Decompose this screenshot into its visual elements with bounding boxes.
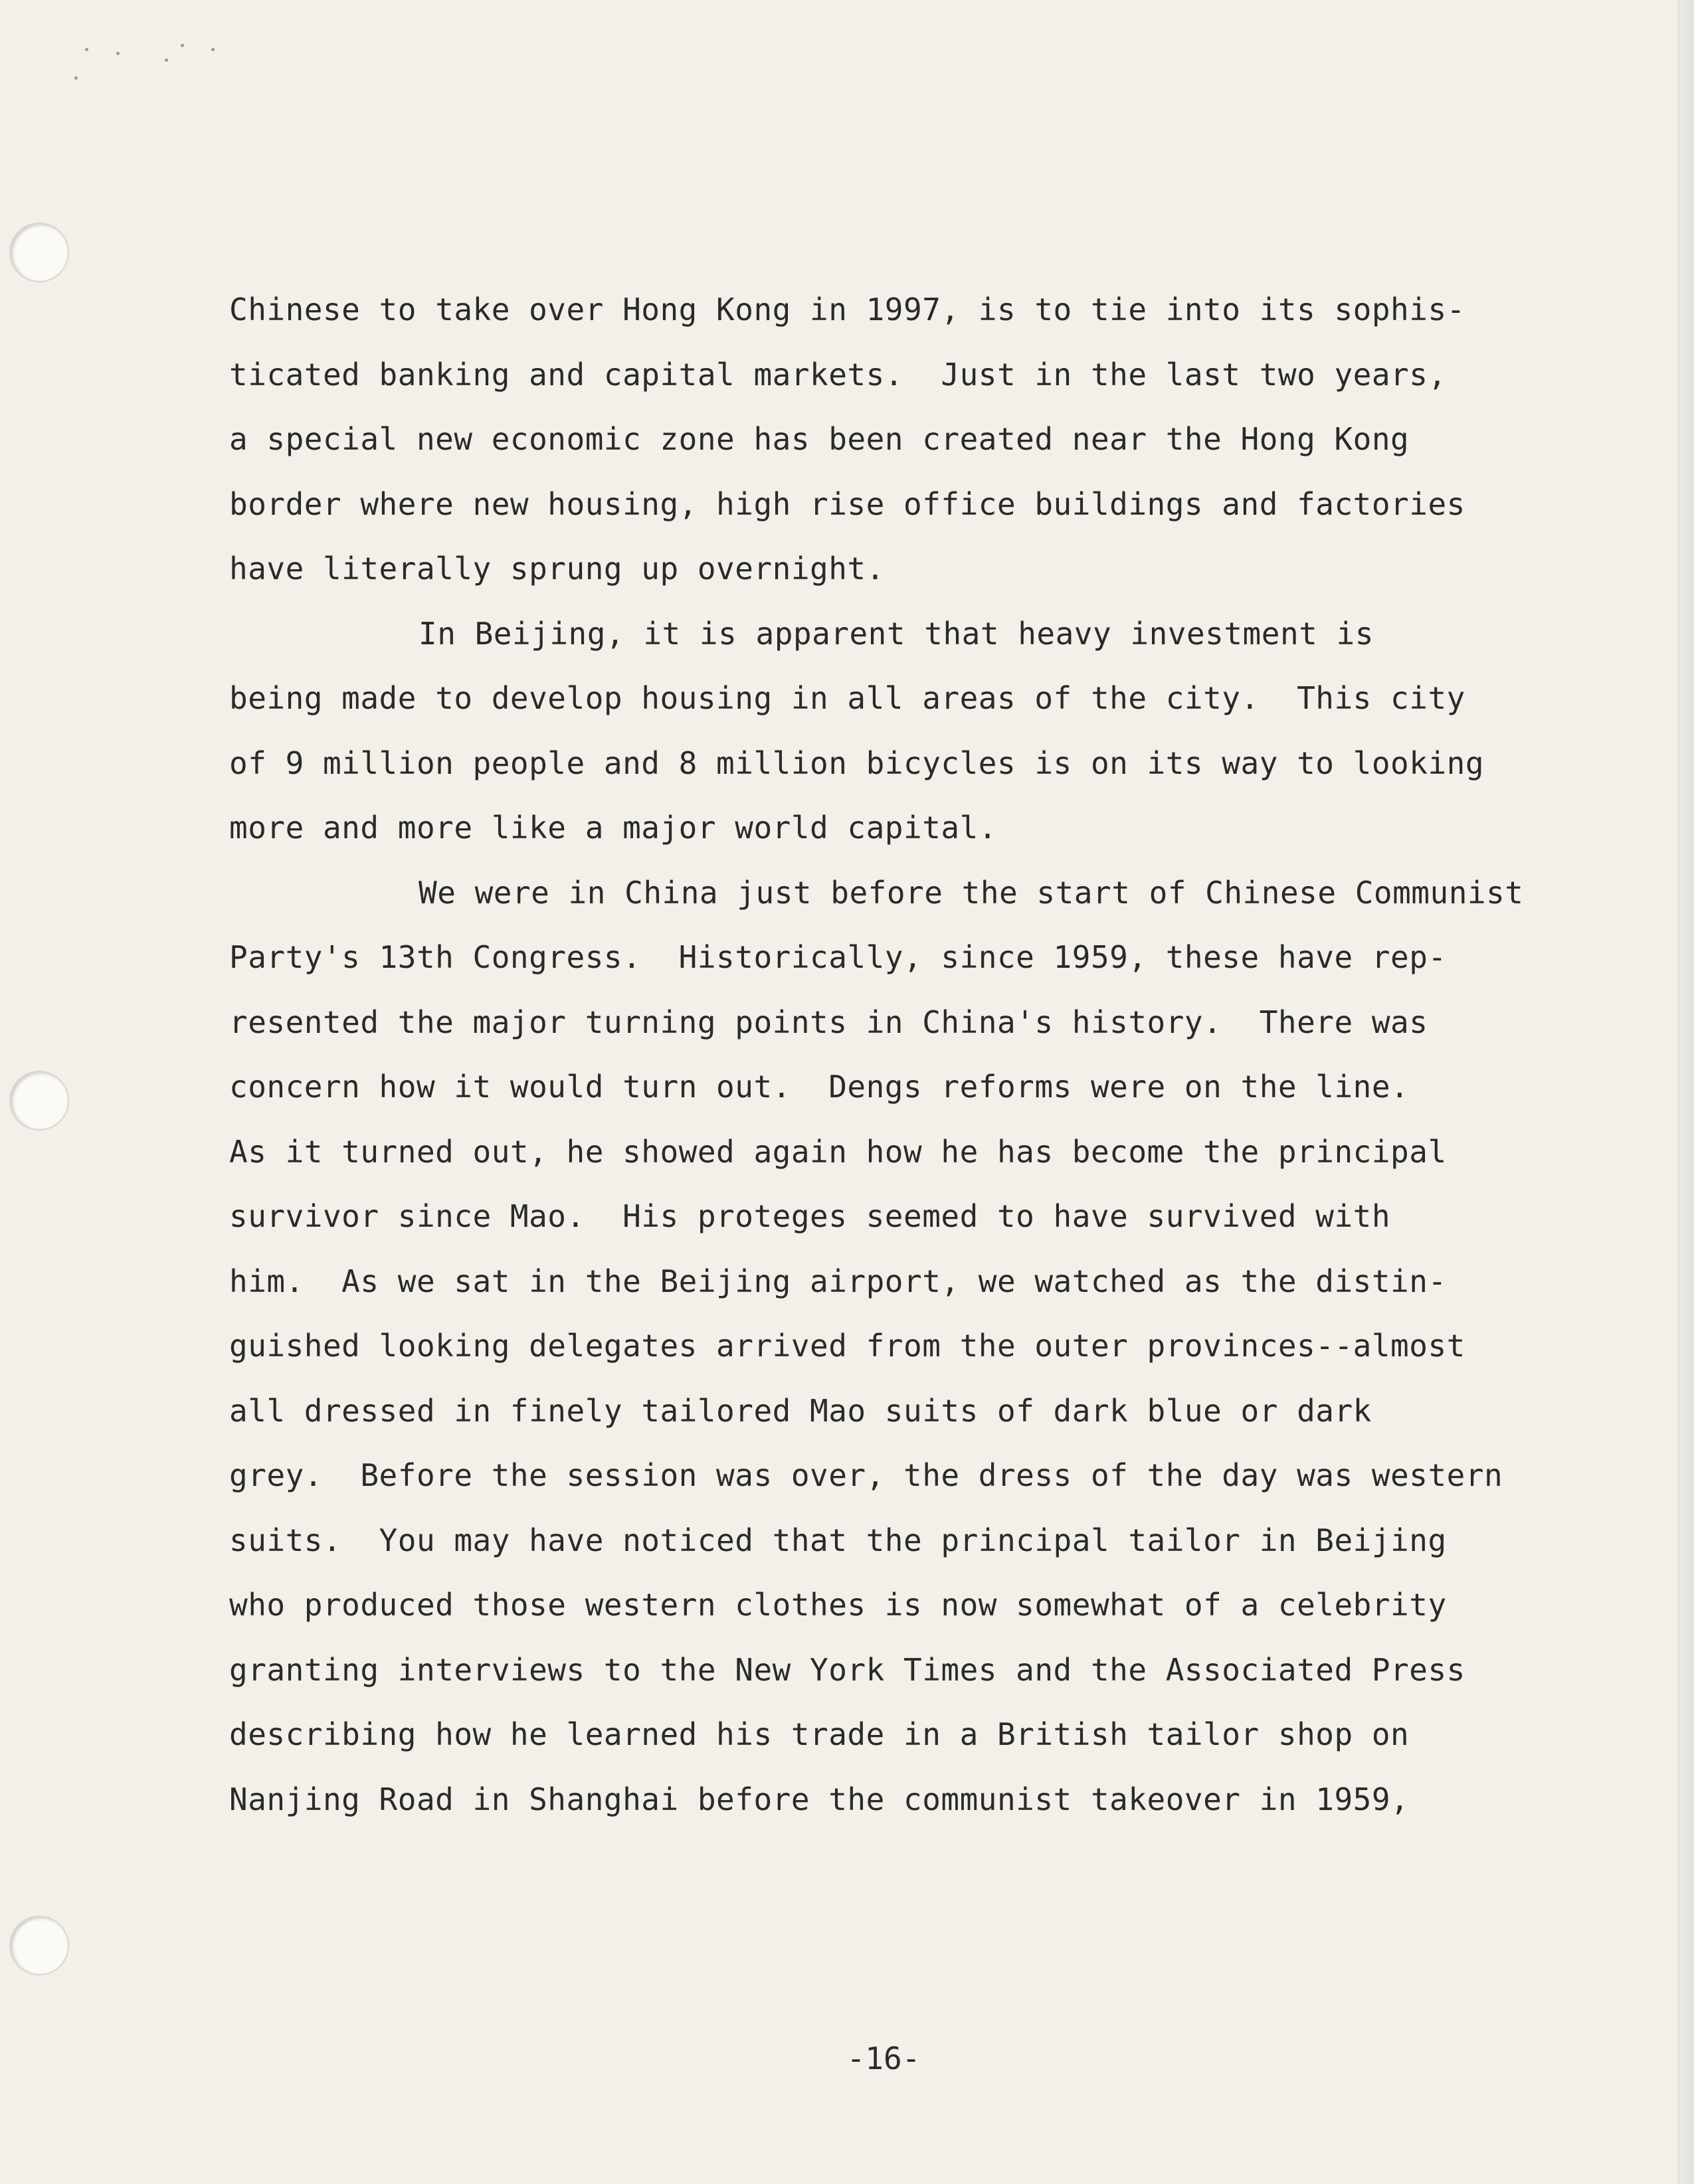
page-number: -16- — [846, 2041, 921, 2076]
paper-speck — [165, 58, 168, 62]
text-line: guished looking delegates arrived from the outer provinces--almost — [229, 1328, 1465, 1364]
text-line: border where new housing, high rise office buildings and factories — [229, 486, 1465, 522]
text-line: of 9 million people and 8 million bicycles is on its way to looking — [229, 745, 1485, 781]
text-line: describing how he learned his trade in a British tailor shop on — [229, 1716, 1410, 1752]
text-line: suits. You may have noticed that the principal tailor in Beijing — [229, 1522, 1447, 1558]
text-line: resented the major turning points in China's history. There was — [229, 1004, 1428, 1040]
text-line: Chinese to take over Hong Kong in 1997, is to tie into its sophis- — [229, 292, 1465, 327]
text-line: a special new economic zone has been created near the Hong Kong — [229, 421, 1410, 457]
text-line: Nanjing Road in Shanghai before the communist takeover in 1959, — [229, 1781, 1410, 1817]
paper-speck — [211, 48, 215, 51]
paper-speck — [74, 76, 78, 80]
text-line: being made to develop housing in all areas of the city. This city — [229, 680, 1465, 716]
text-line: who produced those western clothes is now somewhat of a celebrity — [229, 1587, 1447, 1623]
punch-hole — [9, 223, 69, 282]
text-line: him. As we sat in the Beijing airport, we watched as the distin- — [229, 1263, 1447, 1299]
text-line: more and more like a major world capital. — [229, 810, 997, 846]
punch-hole — [9, 1071, 69, 1131]
body-text — [229, 278, 1624, 1832]
page-edge — [1678, 0, 1694, 2184]
text-line: We were in China just before the start of Chinese Communist — [419, 874, 1524, 911]
text-line: have literally sprung up overnight. — [229, 551, 885, 587]
text-line: In Beijing, it is apparent that heavy investment is — [419, 615, 1374, 652]
paper-speck — [116, 52, 120, 55]
punch-hole — [9, 1916, 69, 1975]
paper-speck — [181, 44, 184, 47]
text-line: grey. Before the session was over, the dress of the day was western — [229, 1457, 1503, 1493]
text-line: As it turned out, he showed again how he has become the principal — [229, 1133, 1447, 1170]
text-line: survivor since Mao. His proteges seemed to have survived with — [229, 1198, 1391, 1234]
text-line: all dressed in finely tailored Mao suits of dark blue or dark — [229, 1392, 1372, 1429]
paper-speck — [85, 48, 88, 51]
text-line: ticated banking and capital markets. Just in the last two years, — [229, 356, 1447, 393]
text-line: granting interviews to the New York Times and the Associated Press — [229, 1651, 1465, 1688]
text-line: concern how it would turn out. Dengs reforms were on the line. — [229, 1069, 1410, 1105]
text-line: Party's 13th Congress. Historically, since 1959, these have rep- — [229, 939, 1447, 975]
